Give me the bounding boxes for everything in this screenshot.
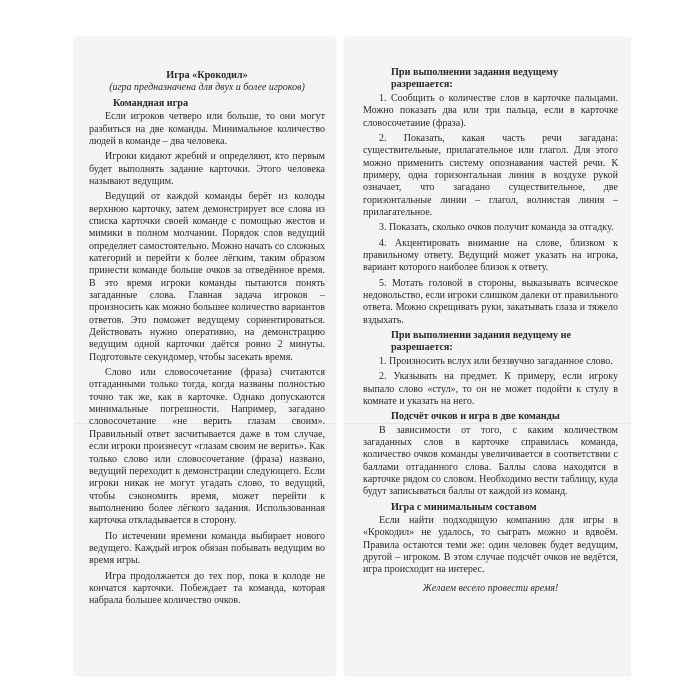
paper-fold-line xyxy=(75,423,335,424)
forbidden-item: 1. Произносить вслух или беззвучно загаданное слово. xyxy=(379,355,613,367)
allowed-item: 3. Показать, сколько очков получит команда за отгадку. xyxy=(379,222,614,234)
allowed-item: 1. Сообщить о количестве слов в карточке пальцами. Можно показать два или три пальца, если в карточке словосочетание (фраза). xyxy=(363,92,618,129)
minimal-text xyxy=(363,515,618,577)
allowed-item: 2. Показать, какая часть речи загадана: существительные, прилагательное или глагол. Для этого можно применить систему опознавания частей речи. К примеру, одна горизонтальная линия в воздухе рукой означает, что загадано существительное, две горизонтальные линии – глагол, волнистая линия – прилагательное. xyxy=(363,132,618,218)
paragraph: Слово или словосочетание (фраза) считаются отгаданными только тогда, когда названы полностью точно так же, как в карточке. Однако допускаются минимальные погрешности. Например, загадано словосочетание «не верить глазам своим». Правильный ответ засчитывается даже в том случае, если игроки произнесут «глазам своим не верить». Как только слово или словосочетание (фраза) названо, ведущий переходит к демонстрации следующего. Если игроки никак не могут угадать слово, то ведущий, чтобы сэкономить время, может перейти к выполнению более лёгкого задания. Использованная карточка откладывается в сторону. xyxy=(89,367,325,527)
scoring-text xyxy=(363,425,618,499)
game-subtitle: (игра предназначена для двух и более игроков) xyxy=(109,82,305,94)
paragraph: Если игроков четверо или больше, то они могут разбиться на две команды. Минимальное количество людей в команде – два человека. xyxy=(89,111,325,147)
paragraph: По истечении времени команда выбирает нового ведущего. Каждый игрок обязан побывать ведущим во время игры. xyxy=(89,530,325,567)
section-heading-team-game: Командная игра xyxy=(113,97,189,109)
section-heading-minimal: Игра с минимальным составом xyxy=(391,501,537,513)
closing-wish: Желаем весело провести время! xyxy=(422,582,559,594)
section-heading-allowed: При выполнении задания ведущему разрешается: xyxy=(391,67,559,91)
game-title: Игра «Крокодил» xyxy=(166,70,248,81)
allowed-item: 4. Акцентировать внимание на слове, близком к правильному ответу. Ведущий может указать на игрока, вариант которого наиболее близок к ответу. xyxy=(363,237,618,274)
rules-sheet-left xyxy=(75,38,335,675)
forbidden-list xyxy=(363,356,618,408)
allowed-item: 5. Мотать головой в стороны, выказывать всяческое недовольство, если игроки слишком далеки от правильного ответа. Можно скрещивать руки, закатывать глаза и тяжело вздыхать. xyxy=(363,277,618,326)
paragraph: Ведущий от каждой команды берёт из колоды верхнюю карточку, затем демонстрирует все слова из списка карточки своей команде с помощью жестов и мимики в полном молчании. Порядок слов ведущий определяет самостоятельно. Можно начать со сложных категорий и перейти к более лёгким, таким образом принести команде больше очков за отведённое время. В это время игроки команды пытаются понять загаданные слова. Главная задача игроков – произносить как можно большее количество вариантов ответов. Это поможет ведущему сориентироваться. Действовать нужно оперативно, на демонстрацию ведущим одной карточки даётся ровно 2 минуты. Подготовьте секундомер, чтобы засекать время. xyxy=(89,191,325,363)
team-game-text xyxy=(89,111,325,607)
allowed-list xyxy=(363,93,618,327)
section-heading-scoring: Подсчёт очков и игра в две команды xyxy=(391,411,560,423)
paragraph: Игра продолжается до тех пор, пока в колоде не кончатся карточки. Побеждает та команда, которая набрала большее количество очков. xyxy=(89,570,325,607)
paragraph: Если найти подходящую компанию для игры в «Крокодил» не удалось, то сыграть можно и вдвоём. Правила остаются теми же: один человек будет ведущим, другой – игроком. В этом случае подсчёт очков не ведётся, игра происходит на интерес. xyxy=(363,515,618,576)
paragraph: В зависимости от того, с каким количеством загаданных слов в карточке справилась команда, количество очков команды увеличивается в соответствии с баллами отгаданного слова. Баллы слова находятся в карточке рядом со словом. Необходимо вести таблицу, куда будут записываться баллы от каждой из команд. xyxy=(363,424,618,498)
paragraph: Игроки кидают жребий и определяют, кто первым будет выполнять задание карточки. Этого человека называют ведущим. xyxy=(89,151,325,187)
rules-sheet-right xyxy=(345,38,630,675)
paper-fold-line xyxy=(345,423,630,424)
forbidden-item: 2. Указывать на предмет. К примеру, если игроку выпало слово «стул», то он не может подойти к стулу в комнате и указать на него. xyxy=(363,371,618,407)
section-heading-forbidden: При выполнении задания ведущему не разрешается: xyxy=(391,330,572,354)
